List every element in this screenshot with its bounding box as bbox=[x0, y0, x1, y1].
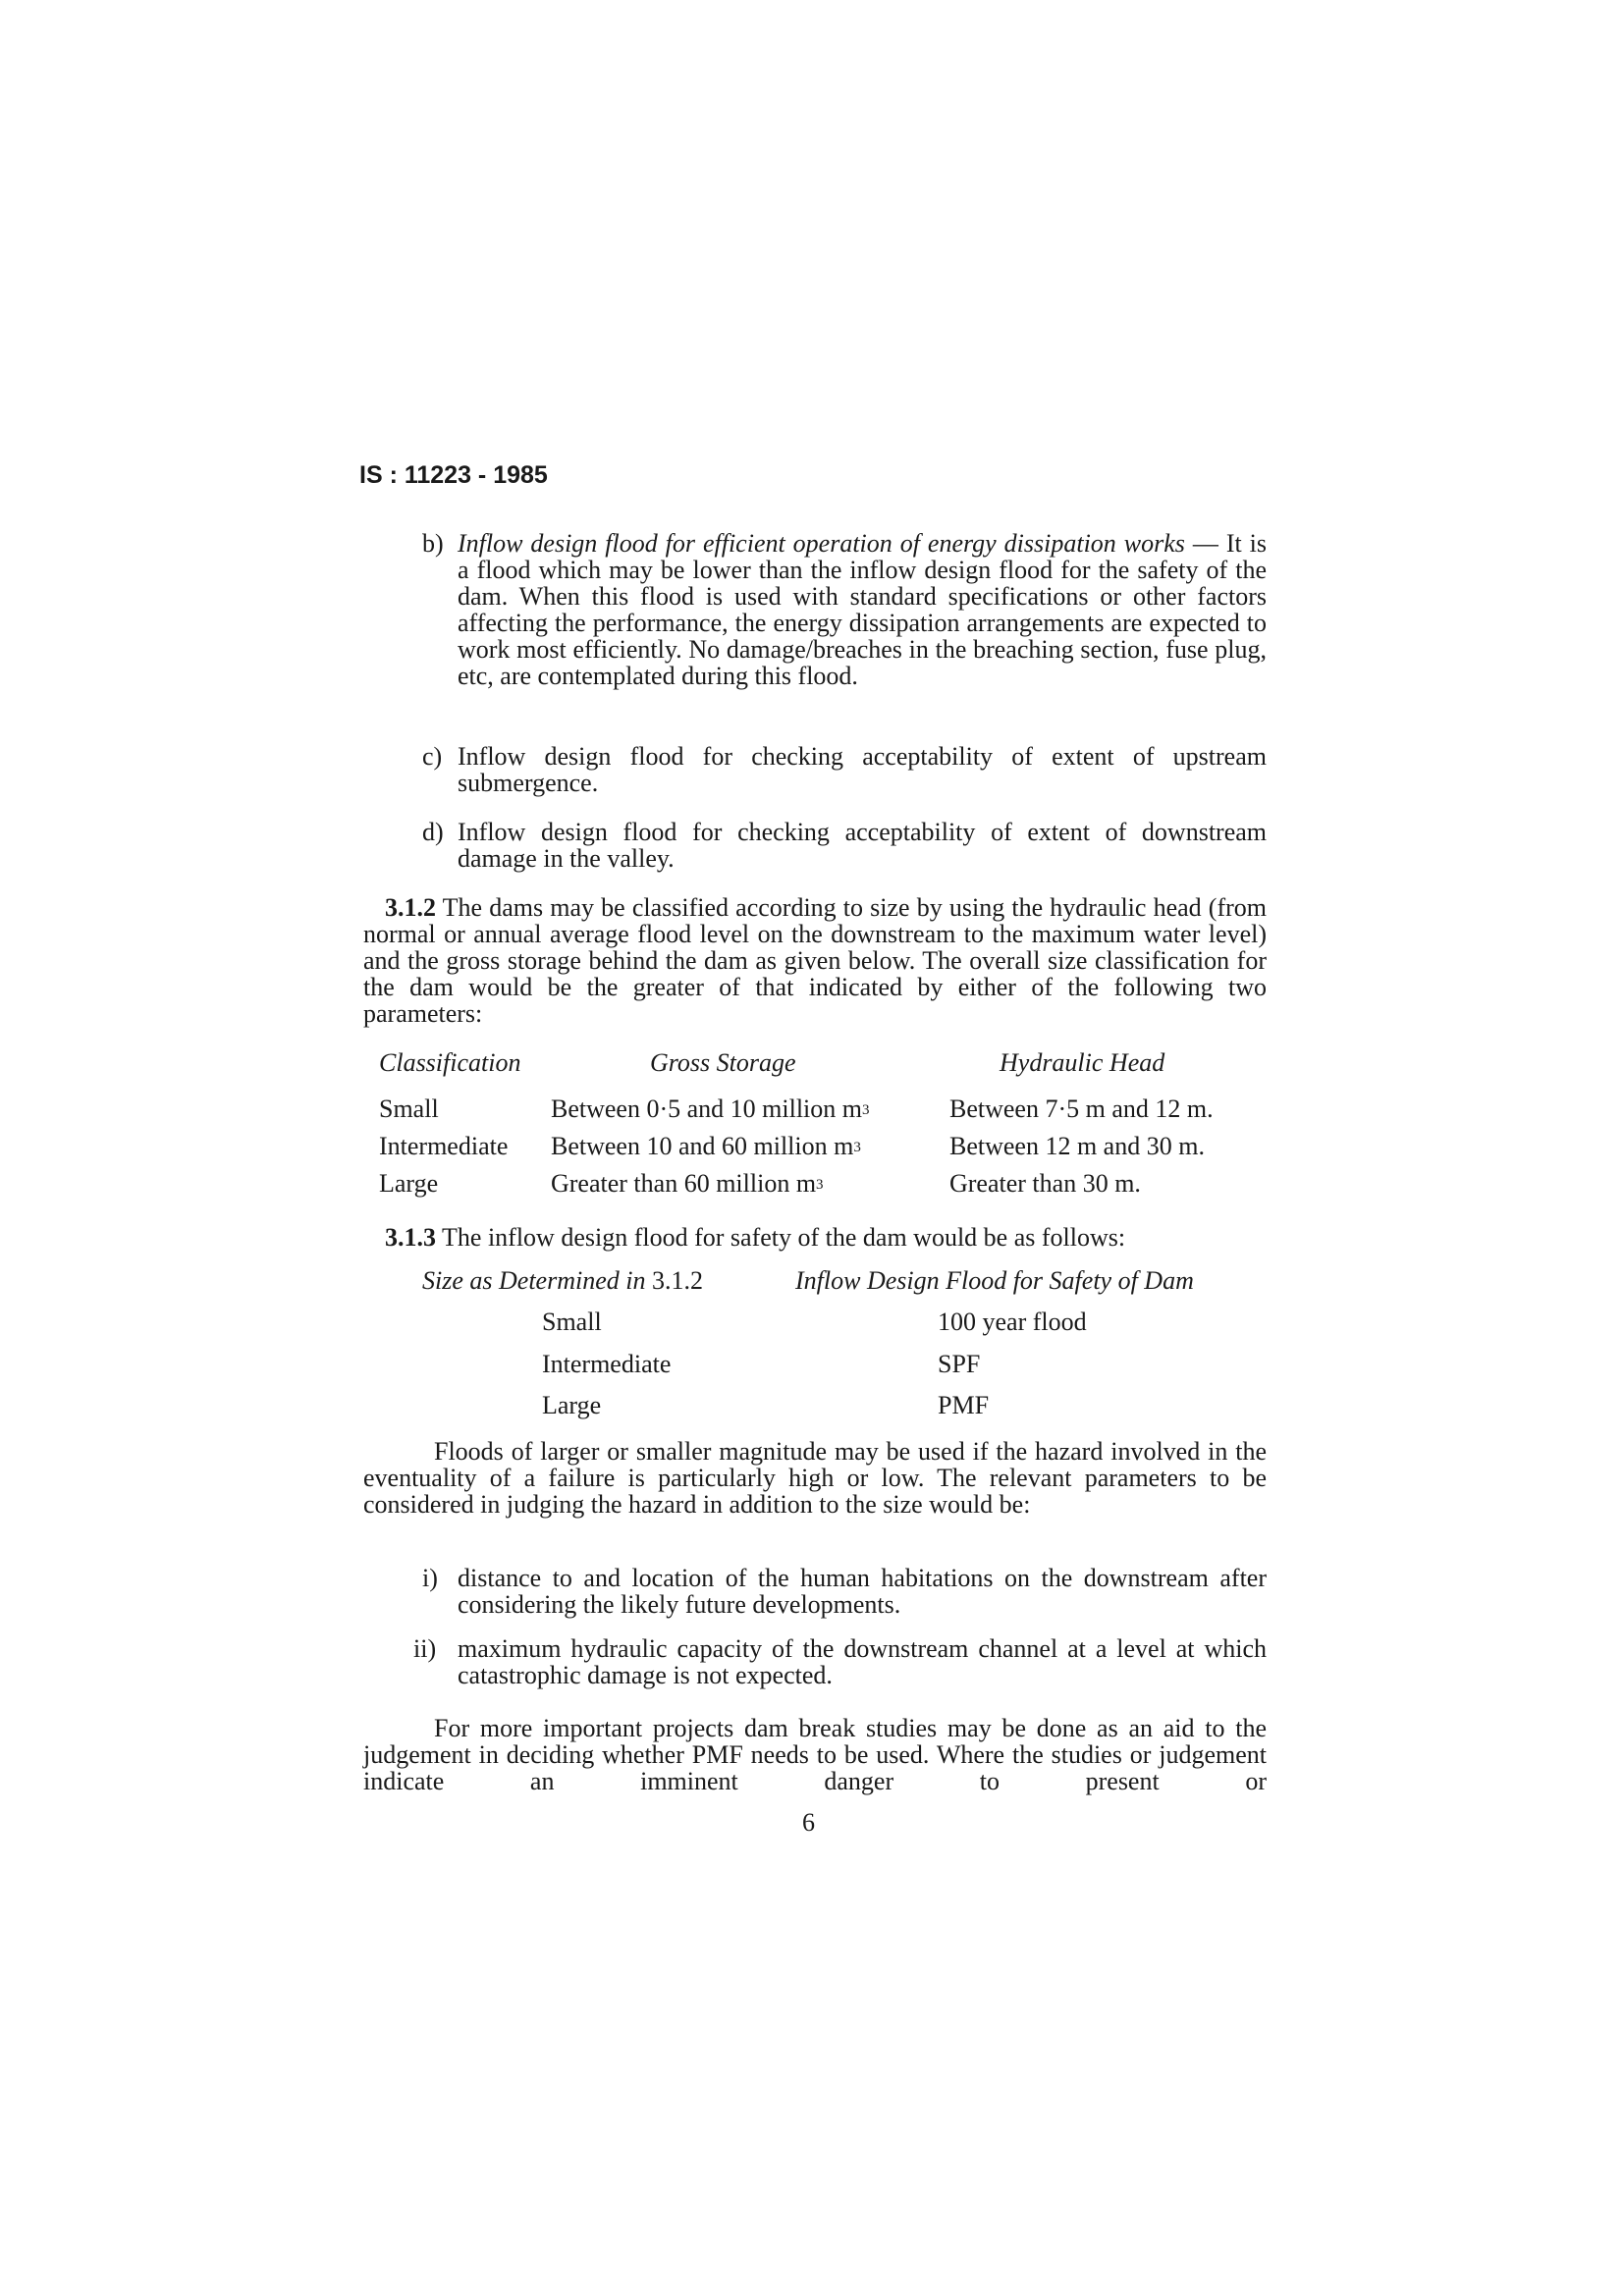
table-cell-storage: Between 10 and 60 million $m^3$ bbox=[551, 1132, 861, 1160]
table-cell-classification: Intermediate bbox=[379, 1132, 509, 1160]
column-header-hydraulic-head: Hydraulic Head bbox=[1000, 1048, 1165, 1077]
column-header-classification: Classification bbox=[379, 1048, 521, 1077]
item-title: Inflow design flood for efficient operation of energy dissipation works bbox=[458, 529, 1185, 558]
list-item-label: i) bbox=[422, 1564, 438, 1592]
clause-3-1-3 bbox=[385, 1224, 1269, 1251]
column-header-gross-storage: Gross Storage bbox=[650, 1048, 796, 1077]
table-cell-flood: SPF bbox=[938, 1350, 981, 1378]
table-cell-flood: 100 year flood bbox=[938, 1308, 1087, 1336]
table-cell-size: Intermediate bbox=[542, 1350, 672, 1378]
table-cell-classification: Large bbox=[379, 1169, 439, 1198]
em-dash: — bbox=[1184, 529, 1226, 558]
clause-number: 3.1.3 bbox=[385, 1223, 436, 1252]
standard-number-header: IS : 11223 - 1985 bbox=[359, 461, 548, 489]
item-body: It is a flood which may be lower than the inflow design flood for the safety of the dam. When this flood is used with standard specifications or other factors affecting the performance, the energy dissipation arrangements are expected to work most efficiently. No damage/breaches in the breaching section, fuse plug, etc, are contemplated during this flood. bbox=[458, 529, 1267, 690]
table-cell-head: Greater than 30 m. bbox=[949, 1169, 1141, 1198]
column-header-size: Size as Determined in 3.1.2 bbox=[422, 1266, 703, 1295]
list-item-b bbox=[422, 530, 1267, 717]
list-item-label: d) bbox=[422, 818, 444, 846]
list-item-label: ii) bbox=[413, 1634, 437, 1663]
list-item-text: Inflow design flood for checking acceptability of extent of downstream damage in the valley. bbox=[458, 818, 1267, 873]
list-item-i bbox=[422, 1565, 1267, 1620]
table-cell-classification: Small bbox=[379, 1095, 439, 1123]
list-item-text: distance to and location of the human habitations on the downstream after considering the likely future developments. bbox=[458, 1564, 1267, 1619]
list-item-text: Inflow design flood for checking acceptability of extent of upstream submergence. bbox=[458, 742, 1267, 797]
important-projects-paragraph: For more important projects dam break studies may be done as an aid to the judgement in deciding whether PMF needs to be used. Where the studies or judgement indicate an imminent danger to present or bbox=[363, 1714, 1267, 1795]
list-item-text: maximum hydraulic capacity of the downstream channel at a level at which catastrophic damage is not expected. bbox=[458, 1634, 1267, 1689]
table-cell-head: Between 12 m and 30 m. bbox=[949, 1132, 1205, 1160]
list-item-c bbox=[422, 743, 1267, 798]
table-cell-head: Between 7·5 m and 12 m. bbox=[949, 1095, 1214, 1123]
floods-paragraph: Floods of larger or smaller magnitude may be used if the hazard involved in the eventuality of a failure is particularly high or low. The relevant parameters to be considered in judging the hazard in addition to the size would be: bbox=[363, 1437, 1267, 1519]
list-item-label: b) bbox=[422, 529, 444, 558]
list-item-text bbox=[458, 530, 1267, 689]
page-number: 6 bbox=[802, 1808, 815, 1837]
clause-number: 3.1.2 bbox=[385, 893, 436, 922]
clause-3-1-2 bbox=[363, 894, 1267, 1027]
clause-text: The inflow design flood for safety of the dam would be as follows: bbox=[442, 1223, 1126, 1252]
clause-text: The dams may be classified according to size by using the hydraulic head (from normal or annual average flood level on the downstream to the maximum water level) and the gross storage behind the dam as given below. The overall size classification for the dam would be the greater of that indicated by either of the following two parameters: bbox=[363, 893, 1267, 1028]
list-item-d bbox=[422, 819, 1267, 874]
table-cell-flood: PMF bbox=[938, 1391, 990, 1419]
table-cell-size: Small bbox=[542, 1308, 602, 1336]
list-item-label: c) bbox=[422, 742, 443, 771]
list-item-ii bbox=[413, 1635, 1267, 1690]
table-cell-storage: Between 0·5 and 10 million $m^3$ bbox=[551, 1095, 870, 1123]
table-cell-size: Large bbox=[542, 1391, 602, 1419]
column-header-inflow-design-flood: Inflow Design Flood for Safety of Dam bbox=[795, 1266, 1194, 1295]
table-cell-storage: Greater than 60 million $m^3$ bbox=[551, 1169, 824, 1198]
